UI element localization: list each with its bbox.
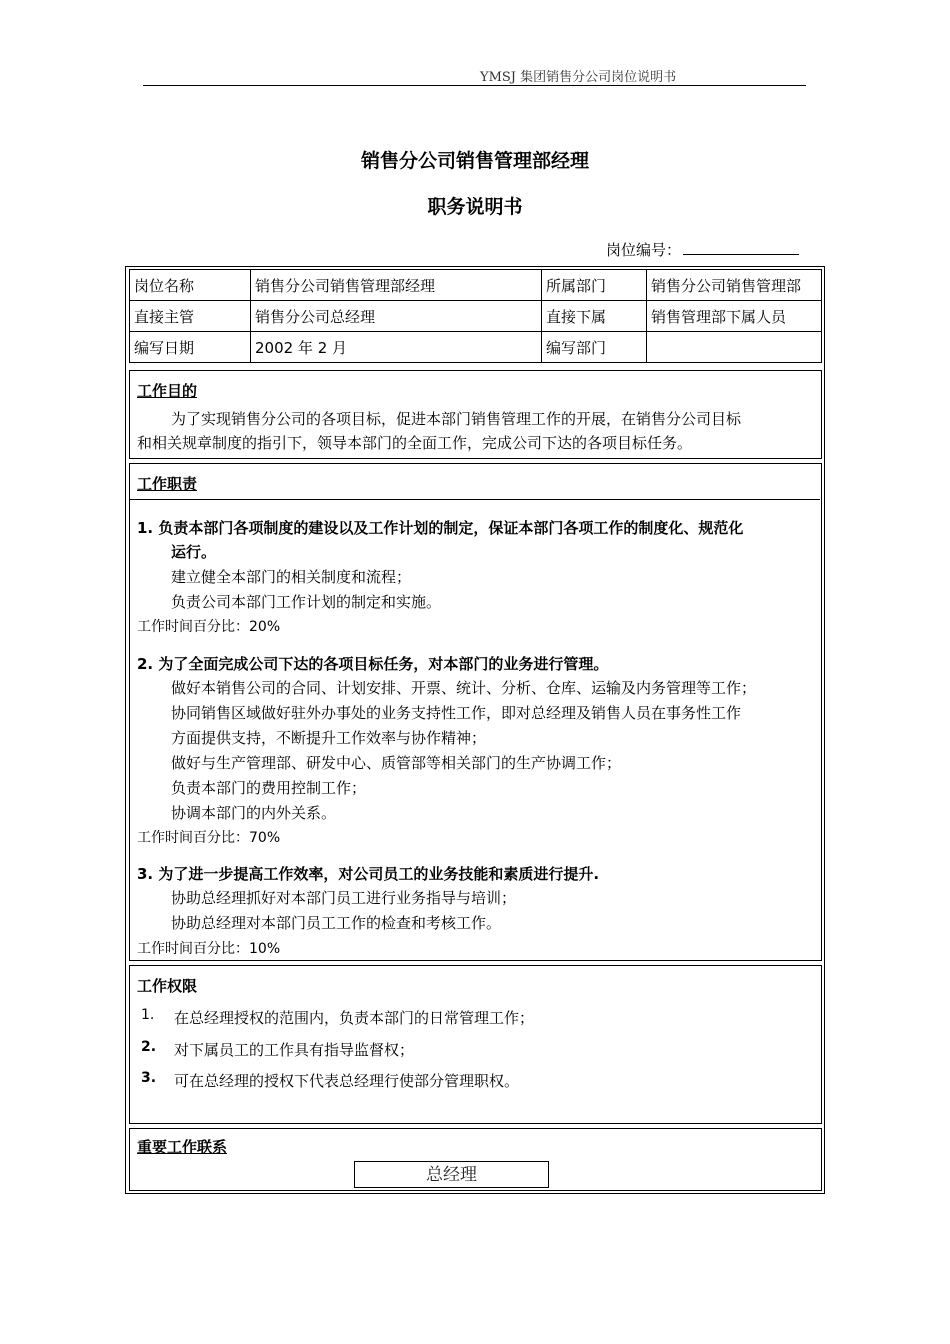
authority-item-number: 2. <box>141 1039 157 1055</box>
table-cell: 编写部门 <box>542 332 647 363</box>
page-header-text: YMSJ 集团销售分公司岗位说明书 <box>480 70 677 85</box>
duty-3-heading: 3. 为了进一步提高工作效率，对公司员工的业务技能和素质进行提升. <box>137 865 600 883</box>
duty-2-percent: 工作时间百分比：70% <box>137 830 281 846</box>
duties-title: 工作职责 <box>137 475 198 493</box>
table-row <box>130 332 822 363</box>
duty-2-item: 做好本销售公司的合同、计划安排、开票、统计、分析、仓库、运输及内务管理等工作； <box>171 679 757 697</box>
purpose-section <box>129 370 822 459</box>
purpose-title: 工作目的 <box>137 382 198 400</box>
duty-1-percent: 工作时间百分比：20% <box>137 619 281 635</box>
purpose-line-2: 和相关规章制度的指引下，领导本部门的全面工作，完成公司下达的各项目标任务。 <box>137 434 693 452</box>
duty-1-item: 负责公司本部门工作计划的制定和实施。 <box>171 593 442 611</box>
duty-2-heading: 2. 为了全面完成公司下达的各项目标任务，对本部门的业务进行管理。 <box>137 655 609 673</box>
table-cell: 销售分公司销售管理部 <box>647 270 822 301</box>
table-cell: 编写日期 <box>130 332 251 363</box>
duty-2-item: 做好与生产管理部、研发中心、质管部等相关部门的生产协调工作； <box>171 754 622 772</box>
post-number-field <box>606 239 799 260</box>
duties-section <box>129 463 822 961</box>
document-title: 销售分公司销售管理部经理 <box>360 150 589 172</box>
authority-item: 对下属员工的工作具有指导监督权； <box>174 1041 415 1059</box>
duty-2-item: 协同销售区域做好驻外办事处的业务支持性工作，即对总经理及销售人员在事务性工作 <box>171 704 742 722</box>
duty-2-item: 协调本部门的内外关系。 <box>171 804 337 822</box>
authority-item-number: 1. <box>141 1007 155 1023</box>
relations-title: 重要工作联系 <box>137 1138 228 1156</box>
relations-section <box>129 1128 822 1191</box>
table-cell: 销售分公司总经理 <box>251 301 542 332</box>
table-cell: 销售管理部下属人员 <box>647 301 822 332</box>
duty-3-item: 协助总经理抓好对本部门员工进行业务指导与培训； <box>171 889 517 907</box>
duty-1-item: 建立健全本部门的相关制度和流程； <box>171 568 412 586</box>
authority-item-number: 3. <box>141 1070 157 1086</box>
org-chart-box-general-manager: 总经理 <box>354 1161 549 1188</box>
table-cell: 直接下属 <box>542 301 647 332</box>
duty-3-percent: 工作时间百分比：10% <box>137 941 281 957</box>
duty-1-heading-cont: 运行。 <box>171 543 217 561</box>
header-rule <box>143 85 806 86</box>
table-cell <box>647 332 822 363</box>
authority-item: 可在总经理的授权下代表总经理行使部分管理职权。 <box>174 1072 520 1090</box>
table-cell: 销售分公司销售管理部经理 <box>251 270 542 301</box>
table-row <box>130 301 822 332</box>
post-number-label: 岗位编号： <box>606 241 682 259</box>
post-number-blank <box>683 240 799 255</box>
duties-title-divider <box>130 499 820 500</box>
duty-2-item: 负责本部门的费用控制工作； <box>171 779 367 797</box>
authority-title: 工作权限 <box>137 977 198 995</box>
document-subtitle: 职务说明书 <box>427 196 523 218</box>
table-cell: 岗位名称 <box>130 270 251 301</box>
duty-3-item: 协助总经理对本部门员工工作的检查和考核工作。 <box>171 914 502 932</box>
authority-section <box>129 965 822 1124</box>
table-cell: 直接主管 <box>130 301 251 332</box>
duty-1-heading: 1. 负责本部门各项制度的建设以及工作计划的制定，保证本部门各项工作的制度化、规范化 <box>137 519 744 537</box>
authority-item: 在总经理授权的范围内，负责本部门的日常管理工作； <box>174 1009 535 1027</box>
duty-2-item-cont: 方面提供支持，不断提升工作效率与协作精神； <box>171 729 487 747</box>
table-cell: 2002 年 2 月 <box>251 332 542 363</box>
table-row <box>130 270 822 301</box>
table-cell: 所属部门 <box>542 270 647 301</box>
info-table <box>129 269 822 363</box>
purpose-line-1: 为了实现销售分公司的各项目标，促进本部门销售管理工作的开展，在销售分公司目标 <box>171 410 742 428</box>
